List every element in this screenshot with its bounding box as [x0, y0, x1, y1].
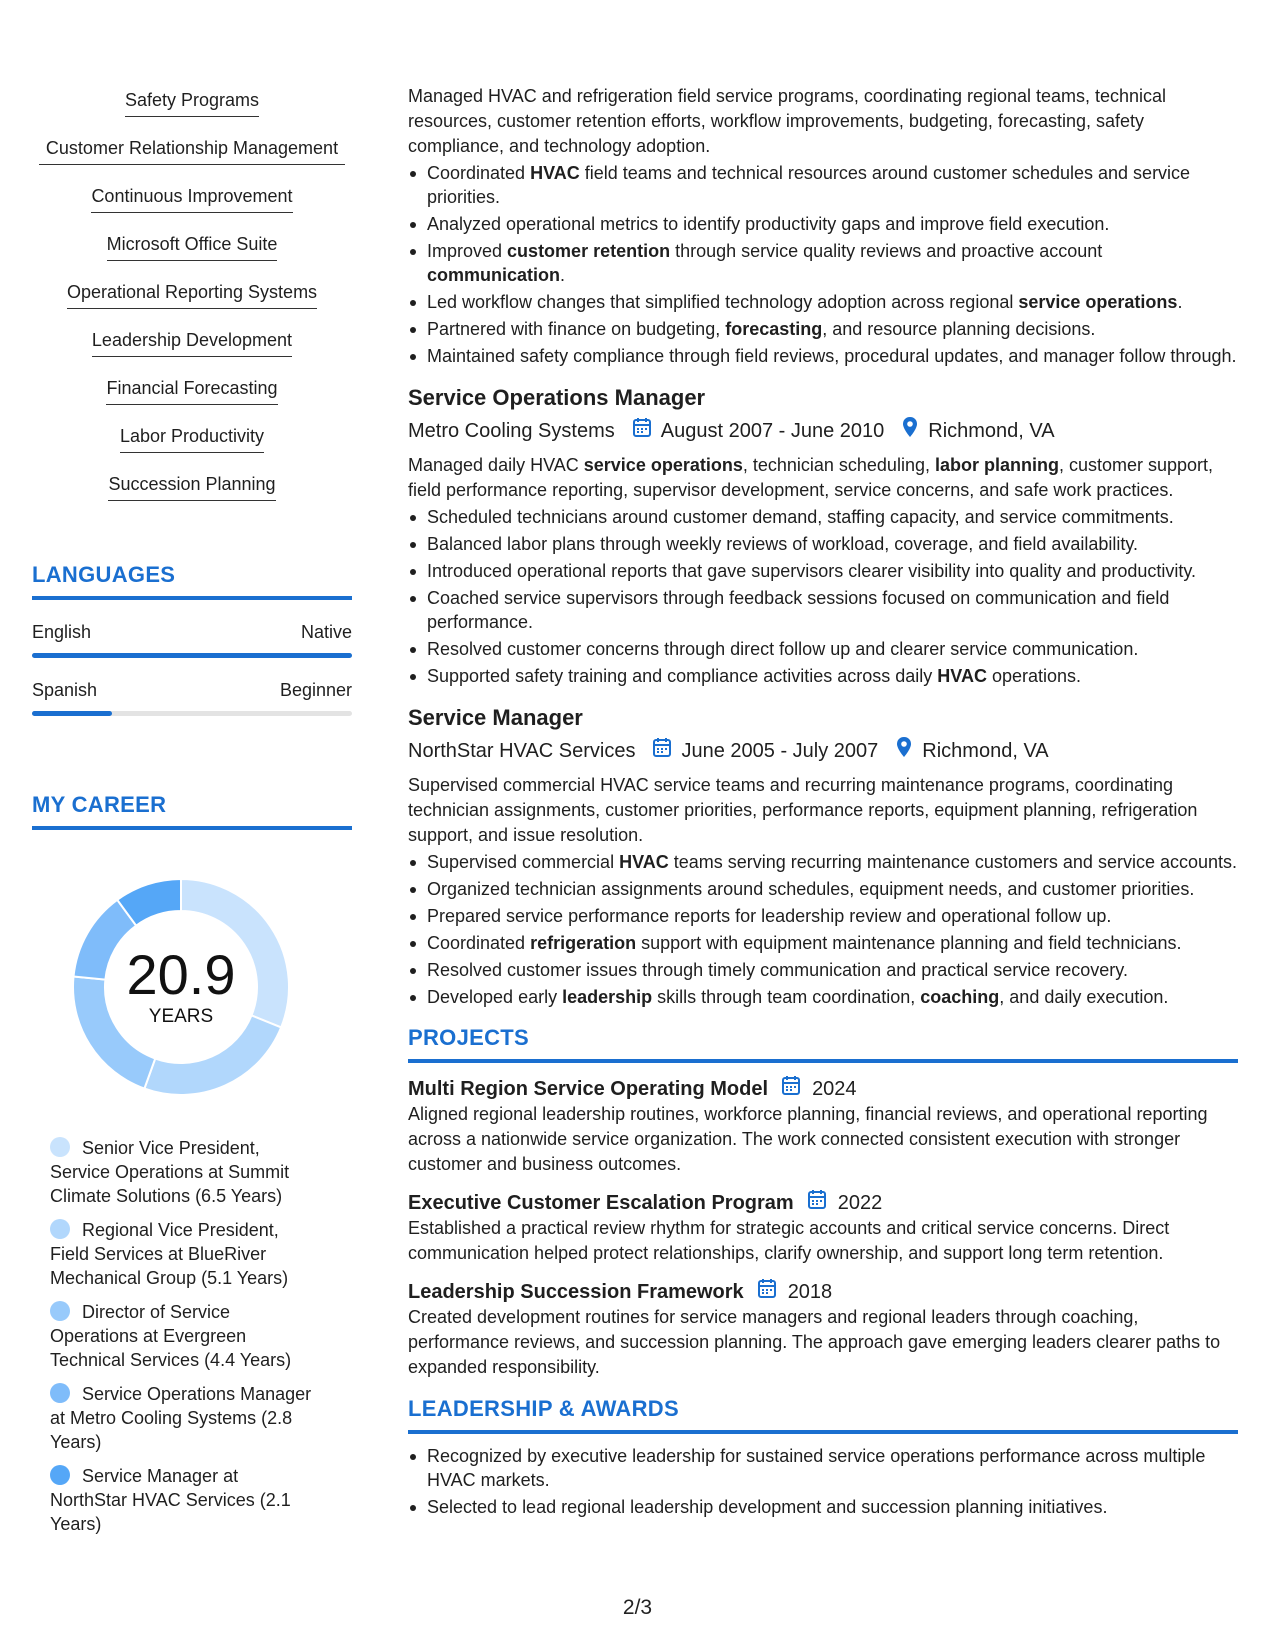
- legend-dot-icon: [50, 1465, 70, 1485]
- project-item: [408, 1189, 1238, 1266]
- job-description: Supervised commercial HVAC service teams and recurring maintenance programs, coordinating technician assignments, customer priorities, performance reports, equipment planning, refrigeration support, and issue resolution.: [408, 775, 1198, 845]
- bullet-item: Analyzed operational metrics to identify productivity gaps and improve field execution.: [408, 212, 1238, 236]
- language-english: [32, 622, 352, 658]
- skill-item: Leadership Development: [92, 324, 292, 357]
- career-heading: MY CAREER: [32, 792, 352, 830]
- language-level-fill: [32, 653, 352, 658]
- projects-heading: PROJECTS: [408, 1025, 1238, 1063]
- calendar-icon: [633, 417, 651, 444]
- location-pin-icon: [902, 416, 918, 445]
- skill-item: Continuous Improvement: [91, 180, 292, 213]
- career-total-value: 20.9: [126, 943, 236, 1006]
- bullet-item: Resolved customer concerns through direct follow up and clearer service communication.: [408, 637, 1238, 661]
- bullet-item: Scheduled technicians around customer demand, staffing capacity, and service commitments.: [408, 505, 1238, 529]
- bullet-item: Balanced labor plans through weekly reviews of workload, coverage, and field availability.: [408, 532, 1238, 556]
- experience-entry-top: [408, 84, 1238, 368]
- career-legend-item: [50, 1136, 320, 1208]
- language-name: English: [32, 622, 92, 642]
- career-legend-item: [50, 1464, 320, 1536]
- projects-section: [408, 1025, 1238, 1380]
- bullet-item: Partnered with finance on budgeting, forecasting, and resource planning decisions.: [408, 317, 1238, 341]
- project-item: [408, 1075, 1238, 1177]
- career-donut-chart: [66, 872, 296, 1102]
- bullet-item: Prepared service performance reports for leadership review and operational follow up.: [408, 904, 1238, 928]
- legend-dot-icon: [50, 1383, 70, 1403]
- job-meta: [408, 736, 1238, 765]
- left-column: [32, 84, 352, 1534]
- award-item: Selected to lead regional leadership development and succession planning initiatives.: [408, 1495, 1238, 1519]
- location-pin-icon: [896, 736, 912, 765]
- project-item: [408, 1278, 1238, 1380]
- career-legend-label: Regional Vice President, Field Services at BlueRiver Mechanical Group (5.1 Years): [50, 1220, 289, 1288]
- career-legend-label: Service Operations Manager at Metro Cooling Systems (2.8 Years): [50, 1384, 312, 1452]
- legend-dot-icon: [50, 1219, 70, 1239]
- bullet-item: Resolved customer issues through timely communication and practical service recovery.: [408, 958, 1238, 982]
- bullet-item: Organized technician assignments around schedules, equipment needs, and customer priorities.: [408, 877, 1238, 901]
- bullet-item: Led workflow changes that simplified technology adoption across regional service operations.: [408, 290, 1238, 314]
- job-title: Service Operations Manager: [408, 385, 706, 410]
- languages-heading: LANGUAGES: [32, 562, 352, 600]
- language-level: Beginner: [279, 680, 352, 700]
- project-year: 2018: [787, 1280, 833, 1303]
- project-description: Created development routines for service managers and regional leaders through coaching, performance reviews, and succession planning. The approach gave emerging leaders clearer paths to expanded responsibility.: [408, 1307, 1221, 1377]
- awards-heading: LEADERSHIP & AWARDS: [408, 1396, 1238, 1434]
- bullet-item: Improved customer retention through service quality reviews and proactive account communication.: [408, 239, 1238, 287]
- job-dates: August 2007 - June 2010: [660, 419, 885, 442]
- job-location: Richmond, VA: [928, 419, 1055, 442]
- career-legend: [32, 1136, 352, 1536]
- job-description: Managed HVAC and refrigeration field service programs, coordinating regional teams, technical resources, customer retention efforts, workflow improvements, budgeting, forecasting, safety compliance, and technology adoption.: [408, 86, 1167, 156]
- job-bullets: [408, 161, 1238, 368]
- language-spanish: [32, 680, 352, 716]
- project-description: Established a practical review rhythm for strategic accounts and critical service concerns. Direct communication helped protect relationships, clarify ownership, and support long term retention.: [408, 1218, 1170, 1263]
- skill-item: Customer Relationship Management: [39, 132, 345, 165]
- career-legend-label: Service Manager at NorthStar HVAC Services (2.1 Years): [50, 1466, 291, 1534]
- career-section: [32, 792, 352, 1546]
- career-legend-label: Director of Service Operations at Evergreen Technical Services (4.4 Years): [50, 1302, 292, 1370]
- project-year: 2024: [812, 1077, 857, 1100]
- job-bullets: [408, 850, 1238, 1009]
- job-location: Richmond, VA: [922, 739, 1049, 762]
- bullet-item: Introduced operational reports that gave supervisors clearer visibility into quality and productivity.: [408, 559, 1238, 583]
- bullet-item: Supported safety training and compliance activities across daily HVAC operations.: [408, 664, 1238, 688]
- language-level: Native: [300, 622, 352, 642]
- calendar-icon: [758, 1278, 776, 1305]
- bullet-item: Coordinated HVAC field teams and technical resources around customer schedules and service priorities.: [408, 161, 1238, 209]
- legend-dot-icon: [50, 1137, 70, 1157]
- awards-list: [408, 1444, 1238, 1519]
- legend-dot-icon: [50, 1301, 70, 1321]
- calendar-icon: [782, 1075, 800, 1102]
- bullet-item: Coached service supervisors through feedback sessions focused on communication and field performance.: [408, 586, 1238, 634]
- bullet-item: Developed early leadership skills through team coordination, coaching, and daily execution.: [408, 985, 1238, 1009]
- skill-item: Labor Productivity: [120, 420, 264, 453]
- skill-item: Financial Forecasting: [106, 372, 277, 405]
- project-name: Leadership Succession Framework: [408, 1280, 744, 1303]
- calendar-icon: [808, 1189, 826, 1216]
- right-column: [408, 84, 1238, 1522]
- skills-list: [32, 84, 352, 516]
- skill-item: Safety Programs: [125, 84, 259, 117]
- job-dates: June 2005 - July 2007: [681, 739, 879, 762]
- job-title: Service Manager: [408, 705, 583, 730]
- bullet-item: Coordinated refrigeration support with equipment maintenance planning and field technicians.: [408, 931, 1238, 955]
- company-name: NorthStar HVAC Services: [408, 739, 636, 762]
- project-name: Multi Region Service Operating Model: [408, 1077, 769, 1100]
- language-level-bar: [32, 711, 352, 716]
- award-item: Recognized by executive leadership for sustained service operations performance across multiple HVAC markets.: [408, 1444, 1238, 1492]
- career-legend-item: [50, 1218, 320, 1290]
- job-meta: [408, 416, 1238, 445]
- bullet-item: Supervised commercial HVAC teams serving recurring maintenance customers and service accounts.: [408, 850, 1238, 874]
- skill-item: Microsoft Office Suite: [107, 228, 278, 261]
- experience-entry-northstar: [408, 704, 1238, 1009]
- career-legend-label: Senior Vice President, Service Operations at Summit Climate Solutions (6.5 Years): [50, 1138, 290, 1206]
- company-name: Metro Cooling Systems: [408, 419, 615, 442]
- project-description: Aligned regional leadership routines, workforce planning, financial reviews, and operational reporting across a nationwide service organization. The work connected consistent execution with stronger customer and business outcomes.: [408, 1104, 1208, 1174]
- job-bullets: [408, 505, 1238, 688]
- languages-section: [32, 562, 352, 716]
- project-name: Executive Customer Escalation Program: [408, 1191, 794, 1214]
- project-year: 2022: [837, 1191, 883, 1214]
- awards-section: [408, 1396, 1238, 1519]
- calendar-icon: [653, 737, 671, 764]
- language-level-fill: [32, 711, 112, 716]
- language-level-bar: [32, 653, 352, 658]
- language-name: Spanish: [32, 680, 98, 700]
- bullet-item: Maintained safety compliance through field reviews, procedural updates, and manager follow through.: [408, 344, 1238, 368]
- career-legend-item: [50, 1382, 320, 1454]
- career-total-unit: YEARS: [148, 1006, 214, 1027]
- page-number: 2/3: [622, 1596, 653, 1619]
- job-description: Managed daily HVAC service operations, technician scheduling, labor planning, customer support, field performance reporting, supervisor development, service concerns, and safe work practices.: [408, 455, 1214, 500]
- experience-entry-metro: [408, 384, 1238, 688]
- skill-item: Operational Reporting Systems: [67, 276, 317, 309]
- career-legend-item: [50, 1300, 320, 1372]
- skill-item: Succession Planning: [108, 468, 275, 501]
